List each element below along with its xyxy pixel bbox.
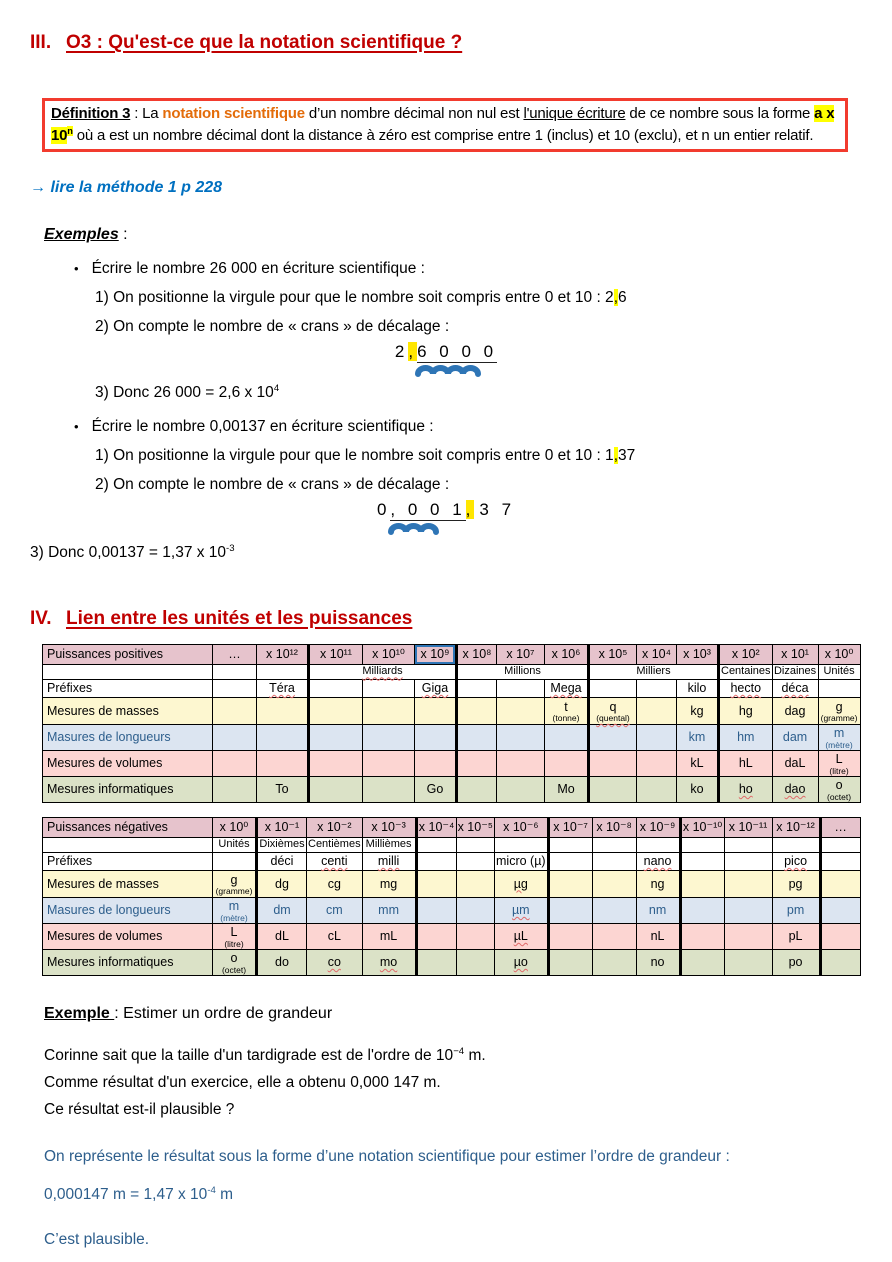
table-cell: daL xyxy=(772,750,818,776)
table-cell: dg xyxy=(257,870,307,897)
table-cell: micro (µ) xyxy=(495,852,549,870)
table-cell: Mega xyxy=(545,679,589,697)
table-cell xyxy=(457,697,497,724)
table-cell: x 10¹⁰ xyxy=(363,644,415,664)
table-cell: x 10⁻⁵ xyxy=(456,817,494,837)
table-cell: x 10⁶ xyxy=(545,644,589,664)
table-cell: kL xyxy=(677,750,719,776)
example-1-step-1 xyxy=(95,289,892,307)
table-cell xyxy=(213,776,257,802)
row-label-cell: Mesures informatiques xyxy=(43,949,213,975)
table-row xyxy=(43,852,861,870)
table-cell: pm xyxy=(772,897,820,923)
table-cell xyxy=(637,679,677,697)
table-cell xyxy=(589,724,637,750)
table-row xyxy=(43,776,861,802)
text-segment: a x 10 xyxy=(51,105,835,144)
table-cell xyxy=(548,923,592,949)
table-cell: cm xyxy=(307,897,363,923)
table-cell: pL xyxy=(772,923,820,949)
table-cell: m (mètre) xyxy=(213,897,257,923)
row-label-cell: Mesures de masses xyxy=(43,697,213,724)
row-label-cell: Préfixes xyxy=(43,852,213,870)
text-segment: 37 xyxy=(618,446,636,464)
table-cell: Milliers xyxy=(589,664,719,679)
table-cell: Unités xyxy=(213,837,257,852)
table-cell: q (quental) xyxy=(589,697,637,724)
table-cell xyxy=(456,837,494,852)
table-cell: x 10⁻¹ xyxy=(257,817,307,837)
table-cell: nano xyxy=(636,852,680,870)
table-cell xyxy=(309,776,363,802)
table-cell: Dixièmes xyxy=(257,837,307,852)
table-cell xyxy=(548,897,592,923)
table-row xyxy=(43,817,861,837)
table-cell: x 10⁻³ xyxy=(362,817,416,837)
table-row xyxy=(43,679,861,697)
table-cell: déci xyxy=(257,852,307,870)
table-cell: do xyxy=(257,949,307,975)
table-cell: Millièmes xyxy=(362,837,416,852)
table-cell xyxy=(456,897,494,923)
table-cell xyxy=(724,949,772,975)
table-cell: pg xyxy=(772,870,820,897)
table-cell: Giga xyxy=(415,679,457,697)
table-cell: pico xyxy=(772,852,820,870)
table-row xyxy=(43,870,861,897)
table-cell xyxy=(416,852,456,870)
table-cell xyxy=(680,870,724,897)
table-cell: cL xyxy=(307,923,363,949)
table-cell: L (litre) xyxy=(818,750,860,776)
table-cell: dao xyxy=(772,776,818,802)
table-cell: Unités xyxy=(818,664,860,679)
text-segment: n xyxy=(67,125,73,136)
table-cell: x 10⁻⁴ xyxy=(416,817,456,837)
problem-line-3: Ce résultat est-il plausible ? xyxy=(44,1100,235,1118)
table-cell xyxy=(589,776,637,802)
table-cell: To xyxy=(257,776,309,802)
shift-illustration-2 xyxy=(0,500,892,530)
example-1-title: Écrire le nombre 26 000 en écriture scientifique : xyxy=(91,259,425,277)
table-cell xyxy=(637,776,677,802)
table-cell: kg xyxy=(677,697,719,724)
text-segment: 3) Donc 26 000 = 2,6 x 10 xyxy=(95,383,274,401)
table-cell xyxy=(592,949,636,975)
row-label-cell: Puissances positives xyxy=(43,644,213,664)
table-cell: mo xyxy=(362,949,416,975)
table-cell xyxy=(257,724,309,750)
table-cell xyxy=(680,897,724,923)
table-cell: x 10⁻⁶ xyxy=(495,817,549,837)
table-cell xyxy=(257,697,309,724)
bullet-icon: • xyxy=(74,418,79,434)
example-1-result xyxy=(95,383,892,402)
table-cell: x 10⁻¹⁰ xyxy=(680,817,724,837)
table-cell: mg xyxy=(362,870,416,897)
table-cell: ho xyxy=(719,776,773,802)
table-cell xyxy=(820,870,860,897)
positive-powers-table xyxy=(42,644,861,803)
table-cell xyxy=(497,750,545,776)
table-cell xyxy=(363,750,415,776)
definition-text xyxy=(51,103,839,147)
digits-lead: 2 xyxy=(394,341,409,361)
table-cell: Téra xyxy=(257,679,309,697)
table-row xyxy=(43,949,861,975)
table-row xyxy=(43,897,861,923)
table-cell xyxy=(637,724,677,750)
table-cell xyxy=(456,923,494,949)
table-cell: g (gramme) xyxy=(818,697,860,724)
table-cell xyxy=(495,837,549,852)
table-cell: ko xyxy=(677,776,719,802)
table-cell xyxy=(456,852,494,870)
table-cell xyxy=(637,750,677,776)
table-cell: Milliards xyxy=(309,664,457,679)
table-cell xyxy=(548,949,592,975)
table-cell: po xyxy=(772,949,820,975)
table-cell xyxy=(213,852,257,870)
table-cell xyxy=(545,750,589,776)
problem-line-2: Comme résultat d'un exercice, elle a obtenu 0,000 147 m. xyxy=(44,1073,441,1091)
table-cell: Centaines xyxy=(719,664,773,679)
table-cell xyxy=(457,750,497,776)
table-cell xyxy=(416,949,456,975)
digits-tail: 3 7 xyxy=(479,499,516,519)
section-4-heading xyxy=(30,608,892,630)
table-cell xyxy=(724,837,772,852)
text-segment: 4 xyxy=(273,382,280,394)
table-cell: o (octet) xyxy=(213,949,257,975)
table-cell xyxy=(497,724,545,750)
text-segment: 1) On positionne la virgule pour que le nombre soit compris entre 0 et 10 : 2 xyxy=(95,288,614,306)
table-row xyxy=(43,837,861,852)
table-cell xyxy=(592,897,636,923)
table-cell xyxy=(548,837,592,852)
table-cell: milli xyxy=(362,852,416,870)
table-cell: dam xyxy=(772,724,818,750)
solution-note-1: On représente le résultat sous la forme d’une notation scientifique pour estimer l’ordre de grandeur : xyxy=(44,1147,730,1165)
table-cell: µg xyxy=(495,870,549,897)
table-cell xyxy=(416,923,456,949)
table-cell xyxy=(213,724,257,750)
table-cell xyxy=(820,897,860,923)
table-cell: x 10¹ xyxy=(772,644,818,664)
table-cell xyxy=(213,679,257,697)
table-cell xyxy=(724,852,772,870)
table-cell xyxy=(415,724,457,750)
table-cell xyxy=(592,852,636,870)
table-cell xyxy=(457,679,497,697)
text-segment: , xyxy=(613,288,618,306)
table-cell xyxy=(772,837,820,852)
table-cell: co xyxy=(307,949,363,975)
table-cell: kilo xyxy=(677,679,719,697)
table-cell: km xyxy=(677,724,719,750)
table-cell xyxy=(680,852,724,870)
highlighted-comma: , xyxy=(408,341,418,361)
text-segment: 1) On positionne la virgule pour que le nombre soit compris entre 0 et 10 : 1 xyxy=(95,446,614,464)
table-cell: Centièmes xyxy=(308,838,361,851)
definition-box xyxy=(42,98,848,152)
table-cell: dag xyxy=(772,697,818,724)
table-cell xyxy=(545,724,589,750)
table-cell xyxy=(416,837,456,852)
table-cell: dL xyxy=(257,923,307,949)
table-cell xyxy=(257,664,309,679)
table-row xyxy=(43,644,861,664)
problem-line-1 xyxy=(44,1038,892,1069)
table-row xyxy=(43,664,861,679)
table-cell xyxy=(680,837,724,852)
table-cell xyxy=(548,870,592,897)
row-label-cell: Puissances négatives xyxy=(43,817,213,837)
table-cell: hecto xyxy=(719,679,773,697)
table-cell xyxy=(636,837,680,852)
table-cell xyxy=(309,697,363,724)
section-3-number: III. xyxy=(30,32,52,53)
table-cell xyxy=(820,852,860,870)
table-cell: hg xyxy=(719,697,773,724)
table-cell xyxy=(724,870,772,897)
table-cell xyxy=(497,697,545,724)
example-2-step-2: 2) On compte le nombre de « crans » de décalage : xyxy=(95,475,450,493)
shifted-digits: 6 0 0 0 xyxy=(417,341,498,361)
table-cell xyxy=(497,776,545,802)
table-cell: Dizaines xyxy=(773,665,817,678)
table-cell xyxy=(548,852,592,870)
table-cell xyxy=(363,776,415,802)
text-segment: -3 xyxy=(226,542,235,554)
text-segment: 3) Donc 0,00137 = 1,37 x 10 xyxy=(30,543,227,561)
text-segment: Exemples xyxy=(44,225,119,243)
table-cell: mL xyxy=(362,923,416,949)
example-2-title: Écrire le nombre 0,00137 en écriture scientifique : xyxy=(91,417,434,435)
section-3-heading xyxy=(30,32,892,54)
table-cell xyxy=(724,923,772,949)
table-cell: x 10¹² xyxy=(257,644,309,664)
table-row xyxy=(43,724,861,750)
table-cell: déca xyxy=(772,679,818,697)
table-cell: hm xyxy=(719,724,773,750)
text-segment: , xyxy=(613,446,618,464)
table-cell: t (tonne) xyxy=(545,697,589,724)
bullet-icon: • xyxy=(74,260,79,276)
text-segment: de ce nombre sous la forme xyxy=(625,105,815,122)
table-cell: hL xyxy=(719,750,773,776)
table-cell xyxy=(309,724,363,750)
text-segment: -4 xyxy=(207,1184,216,1196)
text-segment: : Estimer un ordre de grandeur xyxy=(114,1004,333,1022)
table-cell: x 10⁻¹² xyxy=(772,817,820,837)
table-cell xyxy=(497,679,545,697)
table-cell xyxy=(637,697,677,724)
table-cell: µm xyxy=(495,897,549,923)
row-label-cell: Mesures informatiques xyxy=(43,776,213,802)
text-segment: 0,000147 m = 1,47 x 10 xyxy=(44,1186,208,1204)
section-3-title: O3 : Qu'est-ce que la notation scientifique ? xyxy=(66,32,463,53)
row-label-cell: Mesures de volumes xyxy=(43,923,213,949)
text-segment: où a est un nombre décimal dont la distance à zéro est comprise entre 1 (inclus) et 10 (exclu), et n un entier relatif. xyxy=(72,126,814,144)
table-cell: mm xyxy=(362,897,416,923)
table-cell: x 10⁰ xyxy=(213,817,257,837)
table-row xyxy=(43,923,861,949)
table-cell xyxy=(592,870,636,897)
row-label-cell: Mesures de masses xyxy=(43,870,213,897)
table-cell: cg xyxy=(307,870,363,897)
table-cell: x 10⁻¹¹ xyxy=(724,817,772,837)
row-label-cell xyxy=(43,664,213,679)
section-4-title: Lien entre les unités et les puissances xyxy=(66,607,413,629)
text-segment: m xyxy=(215,1186,234,1204)
table-cell: x 10⁻⁹ xyxy=(636,817,680,837)
table-cell xyxy=(416,897,456,923)
solution-note-2 xyxy=(44,1185,892,1204)
table-cell xyxy=(257,750,309,776)
table-cell: dm xyxy=(257,897,307,923)
text-segment: Définition 3 xyxy=(51,105,131,122)
table-cell xyxy=(820,923,860,949)
table-cell: x 10⁵ xyxy=(589,644,637,664)
row-label-cell: Masures de longueurs xyxy=(43,724,213,750)
table-cell: nm xyxy=(636,897,680,923)
table-cell xyxy=(415,750,457,776)
method-reference: → lire la méthode 1 p 228 xyxy=(30,178,223,196)
solution-note-3: C’est plausible. xyxy=(44,1231,150,1249)
table-cell xyxy=(416,870,456,897)
table-cell: Go xyxy=(415,776,457,802)
text-segment: notation scientifique xyxy=(162,105,305,122)
text-segment: : xyxy=(118,225,128,243)
table-cell xyxy=(363,679,415,697)
row-label-cell: Préfixes xyxy=(43,679,213,697)
row-label-cell: Masures de longueurs xyxy=(43,897,213,923)
wavy-shift-marks-icon xyxy=(415,363,485,377)
table-cell xyxy=(820,837,860,852)
shifted-digits: , 0 0 1 xyxy=(390,499,466,519)
table-cell: x 10² xyxy=(719,644,773,664)
table-cell: x 10³ xyxy=(677,644,719,664)
text-segment: d’un nombre décimal non nul est xyxy=(304,105,524,122)
wavy-shift-marks-icon xyxy=(388,521,443,535)
table-cell: x 10⁻⁸ xyxy=(592,817,636,837)
text-segment: l'unique écriture xyxy=(523,105,626,122)
table-cell xyxy=(589,750,637,776)
table-row xyxy=(43,750,861,776)
table-cell xyxy=(592,923,636,949)
table-cell: x 10⁻² xyxy=(307,817,363,837)
table-cell xyxy=(592,837,636,852)
text-segment: Corinne sait que la taille d'un tardigrade est de l'ordre de 10 xyxy=(44,1046,454,1064)
table-cell xyxy=(820,949,860,975)
example-2-result xyxy=(30,543,892,562)
table-cell: ng xyxy=(636,870,680,897)
table-cell: g (gramme) xyxy=(213,870,257,897)
table-cell xyxy=(457,724,497,750)
text-segment: −4 xyxy=(453,1045,465,1057)
shift-illustration-1 xyxy=(0,342,892,372)
table-cell xyxy=(309,679,363,697)
table-cell: µo xyxy=(495,949,549,975)
table-cell: … xyxy=(820,817,860,837)
examples-heading xyxy=(44,226,892,244)
table-cell xyxy=(456,949,494,975)
row-label-cell xyxy=(43,837,213,852)
table-cell: Mo xyxy=(545,776,589,802)
table-cell: x 10⁴ xyxy=(637,644,677,664)
table-cell xyxy=(680,949,724,975)
table-cell: µL xyxy=(495,923,549,949)
example-1-step-2: 2) On compte le nombre de « crans » de décalage : xyxy=(95,317,450,335)
table-cell: nL xyxy=(636,923,680,949)
table-cell: x 10⁷ xyxy=(497,644,545,664)
text-segment: Exemple xyxy=(44,1004,115,1022)
table-cell xyxy=(363,724,415,750)
table-cell: Millions xyxy=(457,664,589,679)
example-1-bullet xyxy=(74,260,892,278)
table-cell xyxy=(309,750,363,776)
table-cell: x 10¹¹ xyxy=(309,644,363,664)
table-cell: m (mètre) xyxy=(818,724,860,750)
table-cell xyxy=(213,664,257,679)
table-cell: … xyxy=(213,644,257,664)
order-of-magnitude-text xyxy=(44,1038,892,1123)
table-cell xyxy=(213,697,257,724)
table-row xyxy=(43,697,861,724)
highlighted-comma: , xyxy=(465,499,475,519)
table-cell xyxy=(213,750,257,776)
negative-powers-table xyxy=(42,817,861,976)
table-cell xyxy=(456,870,494,897)
text-segment: 6 xyxy=(618,288,627,306)
table-cell xyxy=(457,776,497,802)
table-cell: o (octet) xyxy=(818,776,860,802)
order-of-magnitude-heading xyxy=(44,1005,892,1023)
table-cell xyxy=(818,679,860,697)
table-cell: x 10⁹ xyxy=(415,644,457,664)
table-cell xyxy=(415,697,457,724)
table-cell: x 10⁻⁷ xyxy=(548,817,592,837)
table-cell xyxy=(724,897,772,923)
table-cell: x 10⁸ xyxy=(457,644,497,664)
table-cell xyxy=(680,923,724,949)
table-cell: centi xyxy=(307,852,363,870)
row-label-cell: Mesures de volumes xyxy=(43,750,213,776)
text-segment: : La xyxy=(130,105,163,122)
table-cell: L (litre) xyxy=(213,923,257,949)
digits-lead: 0 xyxy=(376,499,391,519)
example-2-bullet xyxy=(74,418,892,436)
table-cell: x 10⁰ xyxy=(818,644,860,664)
example-2-step-1 xyxy=(95,447,892,465)
table-cell xyxy=(589,679,637,697)
section-4-number: IV. xyxy=(30,607,52,629)
table-cell xyxy=(363,697,415,724)
table-cell: no xyxy=(636,949,680,975)
text-segment: m. xyxy=(464,1046,486,1064)
